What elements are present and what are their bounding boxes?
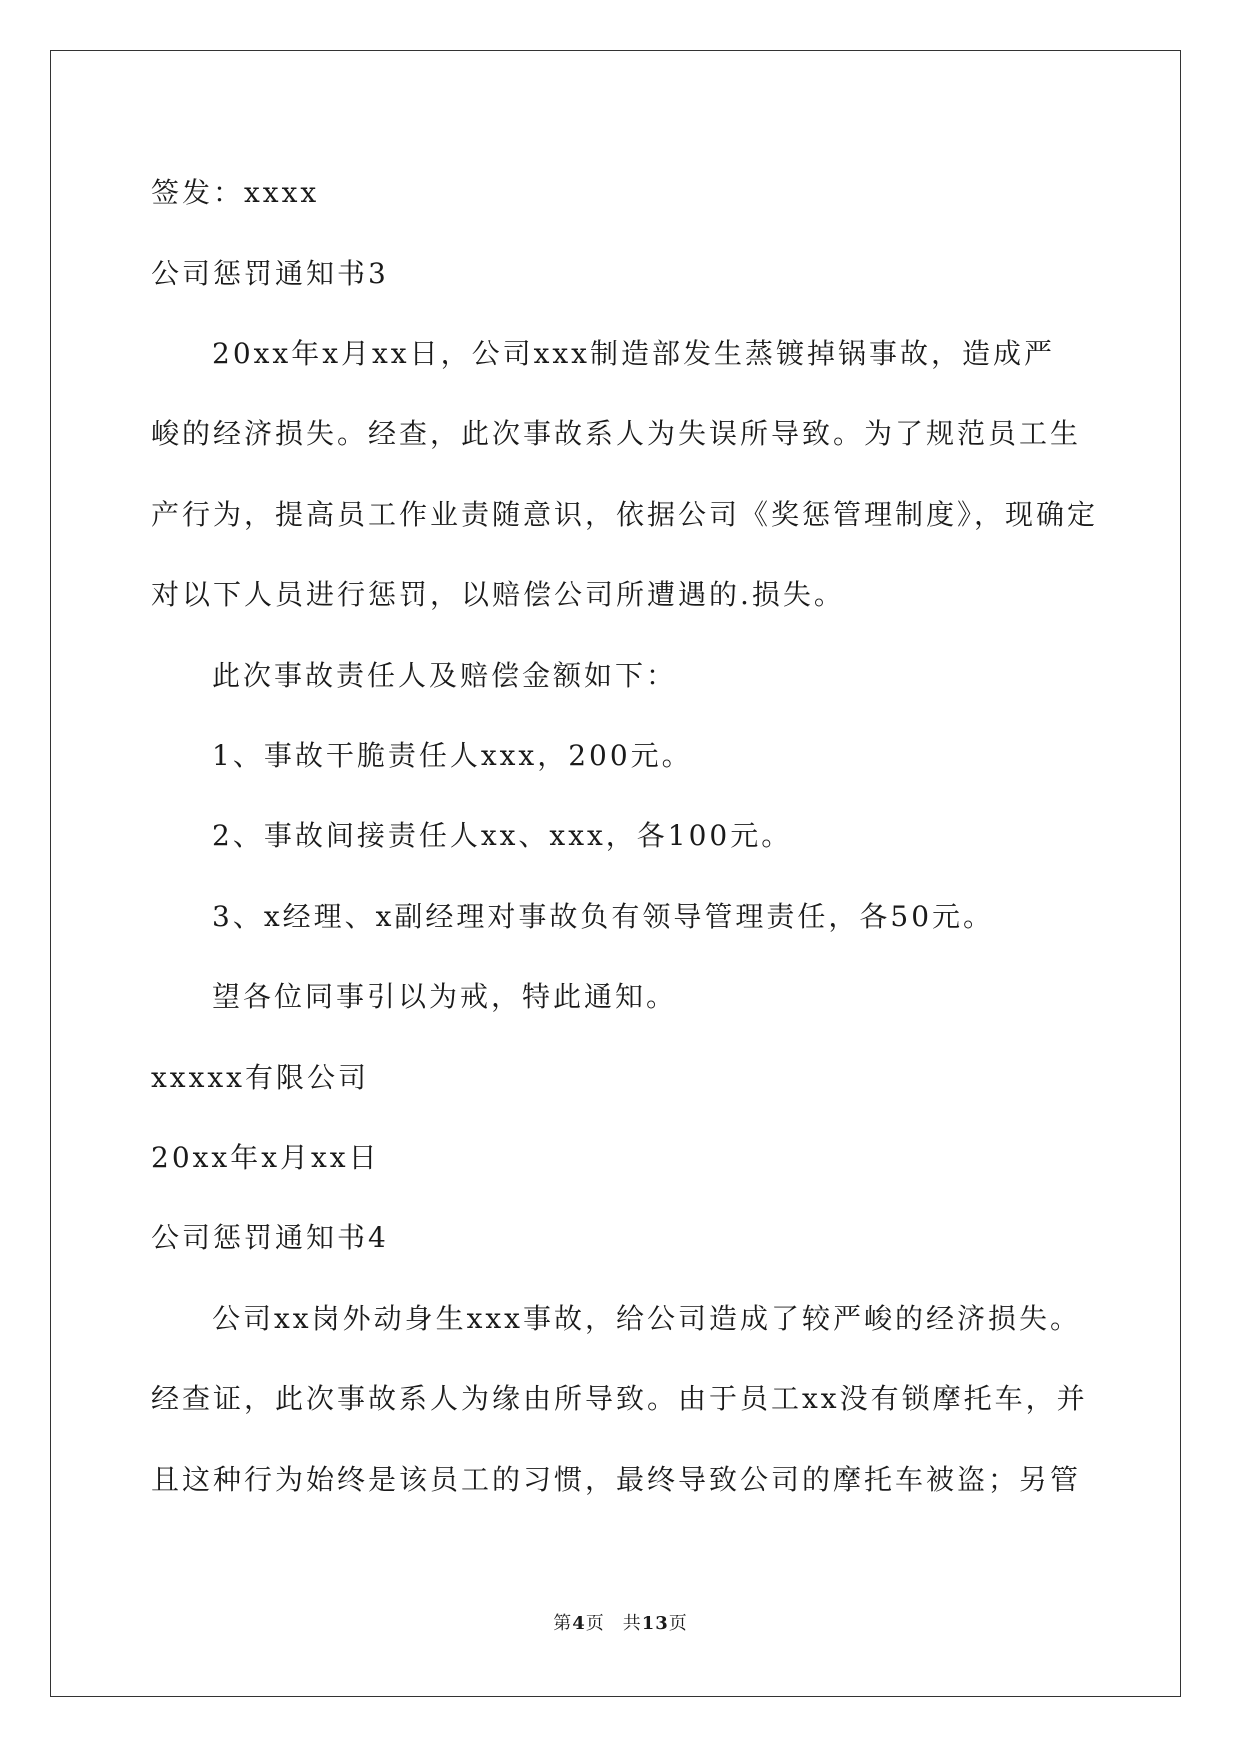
paragraph-line: 对以下人员进行惩罚，以赔偿公司所遭遇的.损失。	[151, 578, 845, 611]
paragraph-line: 望各位同事引以为戒，特此通知。	[212, 980, 678, 1013]
paragraph-line: 20xx年x月xx日，公司xxx制造部发生蒸镀掉锅事故，造成严	[212, 337, 1055, 370]
signer-line: 签发：xxxx	[151, 176, 320, 209]
paragraph-line: 经查证，此次事故系人为缘由所导致。由于员工xx没有锁摩托车，并	[151, 1382, 1088, 1415]
section-heading-4: 公司惩罚通知书4	[151, 1221, 389, 1254]
paragraph-line: 且这种行为始终是该员工的习惯，最终导致公司的摩托车被盗；另管	[151, 1463, 1082, 1496]
list-item: 2、事故间接责任人xx、xxx，各100元。	[212, 819, 793, 852]
page-total: 13	[641, 1613, 669, 1634]
total-suffix: 页	[668, 1613, 688, 1634]
date-line: 20xx年x月xx日	[151, 1141, 380, 1174]
page-footer	[0, 1612, 1241, 1636]
total-prefix: 共	[622, 1613, 642, 1634]
page-suffix: 页	[585, 1613, 605, 1634]
paragraph-line: 此次事故责任人及赔偿金额如下：	[212, 659, 678, 692]
company-signature: xxxxx有限公司	[151, 1061, 369, 1094]
paragraph-line: 产行为，提高员工作业责随意识，依据公司《奖惩管理制度》，现确定	[151, 498, 1099, 531]
page-number: 4	[572, 1613, 586, 1634]
page-prefix: 第	[553, 1613, 573, 1634]
list-item: 3、x经理、x副经理对事故负有领导管理责任，各50元。	[212, 900, 995, 933]
page-border	[50, 50, 1181, 1697]
paragraph-line: 峻的经济损失。经查，此次事故系人为失误所导致。为了规范员工生	[151, 417, 1082, 450]
list-item: 1、事故干脆责任人xxx，200元。	[212, 739, 693, 772]
section-heading-3: 公司惩罚通知书3	[151, 257, 389, 290]
paragraph-line: 公司xx岗外动身生xxx事故，给公司造成了较严峻的经济损失。	[212, 1302, 1081, 1335]
